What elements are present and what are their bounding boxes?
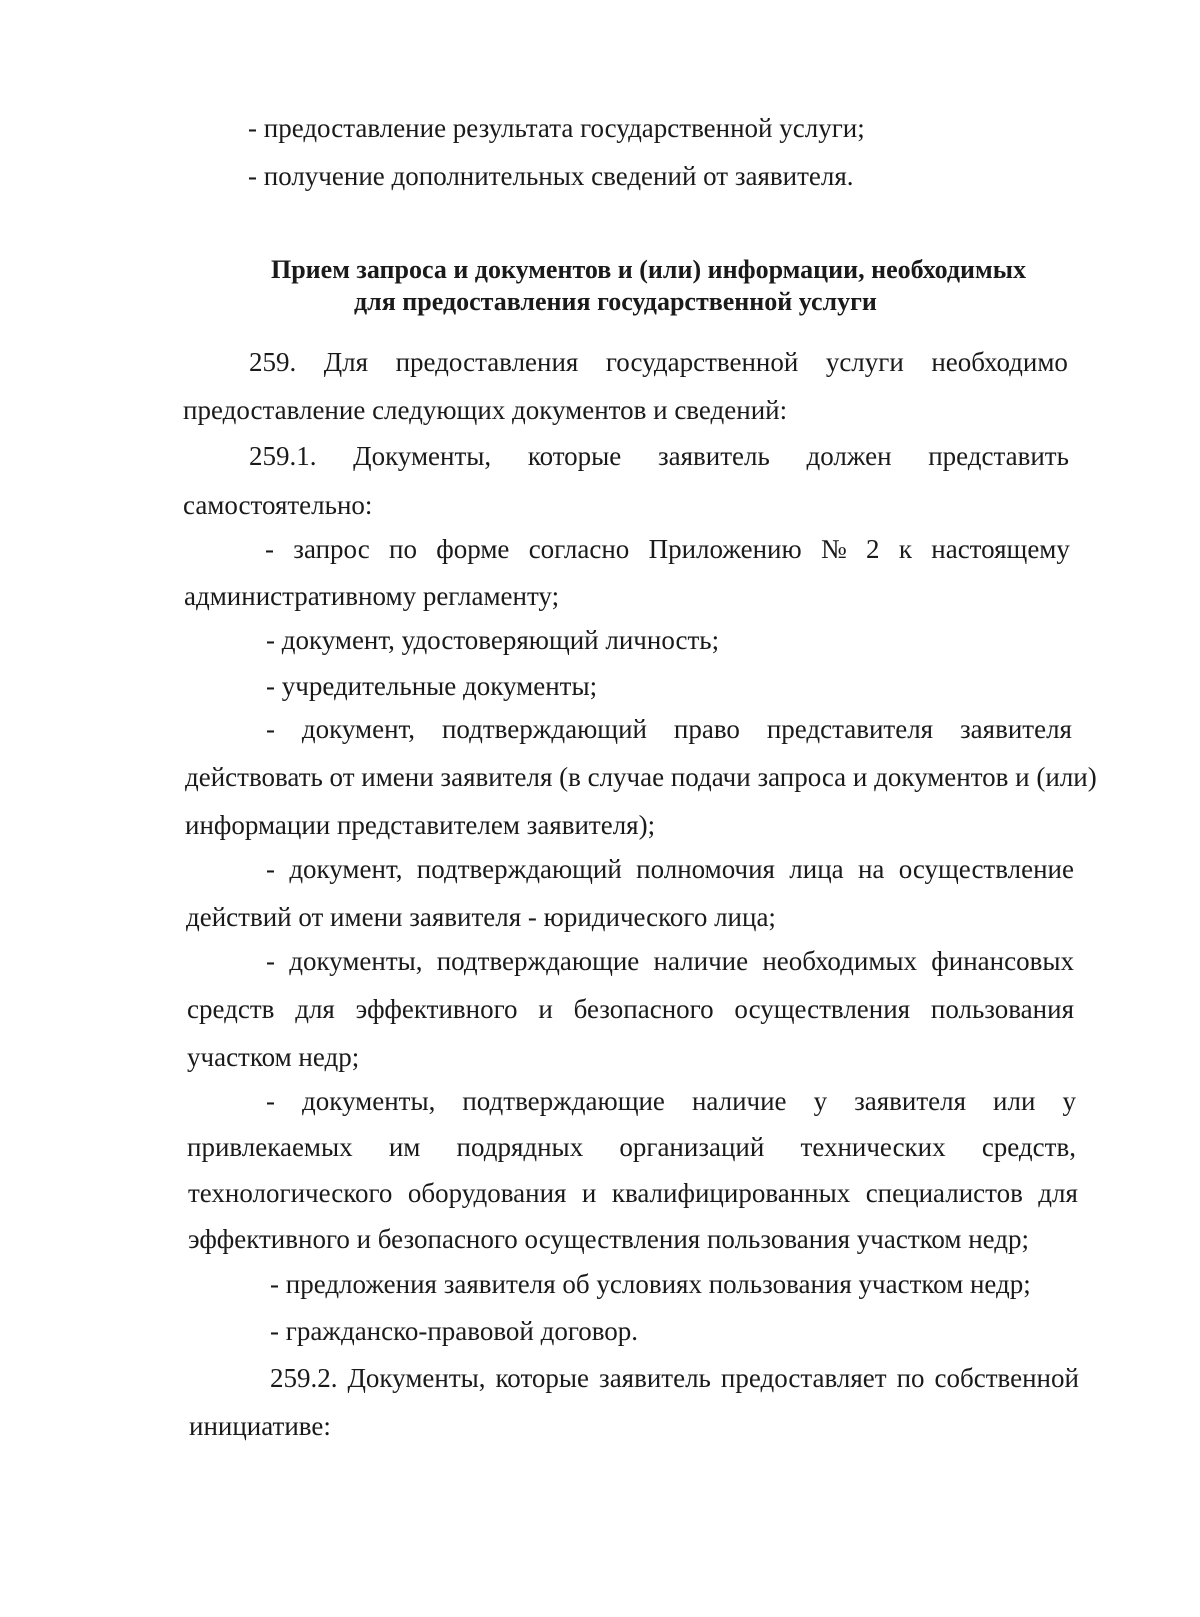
word: квалифицированных [611,1178,851,1208]
list-item-technical-line-4: эффективного и безопасного осуществления пользования участком недр; [188,1224,1030,1254]
word: Для [323,347,369,377]
list-item-financial-line-3: участком недр; [187,1042,360,1072]
list-item-civil-contract: - гражданско-правовой договор. [270,1316,639,1346]
word: специалистов [865,1178,1023,1208]
word: - [266,1086,275,1116]
word: необходимых [762,946,918,976]
word: право [673,714,740,744]
word: представителя [766,714,934,744]
word: предоставления [395,347,579,377]
word: представить [928,441,1069,471]
word: - [266,946,275,976]
word: у [813,1086,828,1116]
paragraph-259-2-line-1 [270,1362,1079,1394]
word: 259. [249,347,297,377]
word: заявитель [657,441,770,471]
list-item-authority-line-1 [266,853,1074,885]
word: Приложению [648,534,802,564]
word: организаций [619,1132,765,1162]
word: подрядных [456,1132,584,1162]
word: к [898,534,912,564]
word: заявителя [960,714,1072,744]
list-item-request-line-2: административному регламенту; [184,581,560,611]
word: привлекаемых [187,1132,353,1162]
word: технологического [188,1178,393,1208]
paragraph-259-line-2: предоставление следующих документов и сведений: [183,395,788,425]
word: им [388,1132,421,1162]
word: форме [436,534,510,564]
word: 259.1. [249,441,317,471]
word: услуги [825,347,904,377]
paragraph-259-1-line-1 [249,440,1069,472]
word: для [295,994,335,1024]
list-item-financial-line-1 [266,945,1074,977]
list-item-founding-documents: - учредительные документы; [266,671,598,701]
word: 259.2. [270,1363,338,1393]
word: которые [495,1363,590,1393]
list-item-request-line-1 [265,533,1070,565]
word: финансовых [931,946,1074,976]
word: осуществление [898,854,1074,884]
word: № [820,534,847,564]
word: осуществления [734,994,911,1024]
list-item-technical-line-1 [266,1085,1076,1117]
word: настоящему [931,534,1070,564]
word: оборудования [407,1178,567,1208]
list-item-technical-line-2 [187,1131,1076,1163]
word: полномочия [636,854,775,884]
list-item-technical-line-3 [188,1177,1078,1209]
word: и [581,1178,597,1208]
list-item-representative-line-3: информации представителем заявителя); [185,810,656,840]
word: которые [527,441,622,471]
paragraph-259-2-line-2: инициативе: [189,1411,331,1441]
word: 2 [866,534,880,564]
list-item-result: - предоставление результата государственной услуги; [248,113,865,143]
paragraph-259-1-line-2: самостоятельно: [183,490,373,520]
word: Документы, [347,1363,486,1393]
word: государственной [605,347,799,377]
word: подтверждающий [441,714,647,744]
word: у [1062,1086,1076,1116]
list-item-authority-line-2: действий от имени заявителя - юридического лица; [186,902,776,932]
word: собственной [934,1363,1079,1393]
word: предоставляет [720,1363,887,1393]
word: лица [789,854,844,884]
word: должен [806,441,892,471]
word: документы, [302,1086,436,1116]
word: безопасного [573,994,714,1024]
word: по [389,534,417,564]
list-item-representative-line-1 [266,713,1072,745]
word: подтверждающие [436,946,640,976]
word: на [857,854,885,884]
word: - [266,714,275,744]
word: документ, [289,854,403,884]
list-item-additional-info: - получение дополнительных сведений от заявителя. [248,161,854,191]
word: средств [187,994,275,1024]
word: для [1038,1178,1078,1208]
word: по [896,1363,925,1393]
list-item-representative-line-2: действовать от имени заявителя (в случае подачи запроса и документов и (или) [185,762,1097,792]
word: - [266,854,275,884]
word: технических [800,1132,946,1162]
word: подтверждающие [462,1086,665,1116]
word: пользования [930,994,1074,1024]
word: заявитель [599,1363,711,1393]
word: согласно [528,534,630,564]
word: эффективного [355,994,518,1024]
word: подтверждающий [416,854,622,884]
list-item-identity-document: - документ, удостоверяющий личность; [266,625,720,655]
word: - [265,534,274,564]
section-heading-line-1: Прием запроса и документов и (или) информации, необходимых [271,255,1027,284]
list-item-financial-line-2 [187,993,1074,1025]
word: Документы, [353,441,492,471]
word: запрос [293,534,370,564]
word: необходимо [931,347,1068,377]
word: средств, [981,1132,1076,1162]
word: документ, [301,714,416,744]
word: или [993,1086,1036,1116]
word: заявителя [854,1086,967,1116]
word: документы, [289,946,423,976]
paragraph-259-line-1 [249,346,1068,378]
word: наличие [691,1086,787,1116]
word: наличие [653,946,749,976]
section-heading-line-2: для предоставления государственной услуги [354,287,877,316]
word: и [538,994,553,1024]
list-item-proposals: - предложения заявителя об условиях пользования участком недр; [270,1269,1031,1299]
